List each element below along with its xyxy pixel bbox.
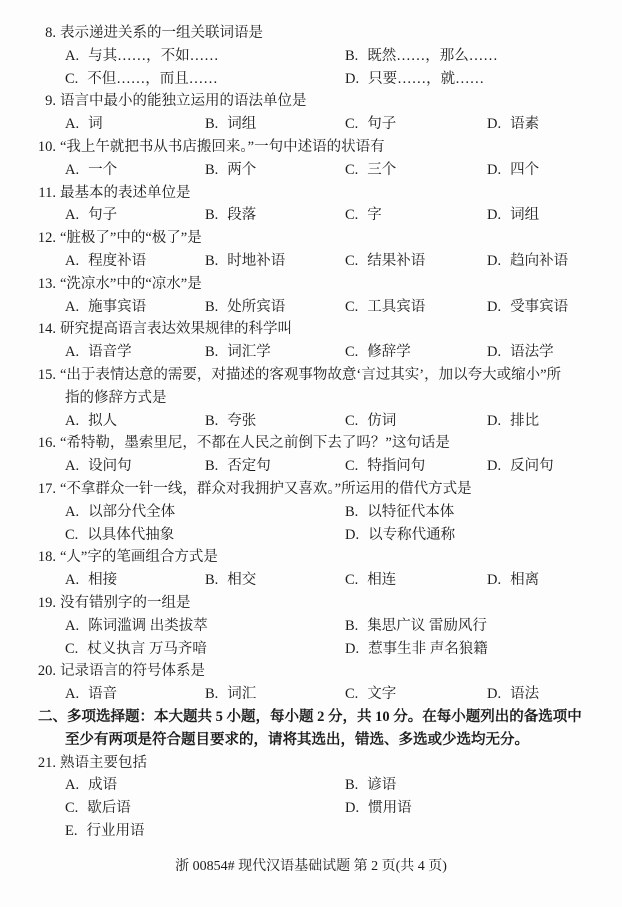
option-a [65, 501, 175, 524]
options-row [0, 524, 622, 547]
option-label: A. [65, 161, 80, 178]
option-label: C. [345, 686, 359, 703]
question-stem-text: “我上午就把书从书店搬回来。”一句中述语的状语有 [60, 138, 385, 155]
option-b [205, 683, 256, 706]
question-stem [0, 136, 622, 159]
option-label: C. [345, 298, 359, 315]
option-text: 一个 [88, 161, 118, 178]
option-text: 施事宾语 [88, 298, 147, 315]
option-label: C. [345, 116, 359, 133]
option-d [487, 250, 568, 273]
option-c [65, 524, 174, 547]
option-text: 歇后语 [87, 800, 131, 817]
option-a [65, 159, 117, 182]
option-label: A. [65, 412, 80, 429]
question-stem [0, 432, 622, 455]
option-label: C. [345, 252, 359, 269]
option-label: C. [65, 640, 79, 657]
option-d [345, 68, 484, 91]
question-number: 15. [37, 366, 56, 383]
option-d [487, 569, 539, 592]
question-stem [0, 478, 622, 501]
option-d [487, 410, 539, 433]
question-stem [0, 182, 622, 205]
option-text: 与其……，不如…… [88, 47, 219, 64]
option-label: A. [65, 47, 80, 64]
question-number: 18. [37, 549, 56, 566]
options-row [0, 341, 622, 364]
option-d [345, 524, 455, 547]
option-b [345, 774, 396, 797]
option-text: 否定句 [227, 458, 271, 475]
option-c [345, 683, 396, 706]
option-text: 惯用语 [368, 800, 412, 817]
option-label: B. [205, 252, 219, 269]
option-text: 相离 [510, 572, 540, 589]
option-text: 设问句 [88, 458, 132, 475]
option-text: 相接 [88, 572, 118, 589]
option-label: B. [345, 777, 359, 794]
section2-heading-text2: 至少有两项是符合题目要求的，请将其选出，错选、多选或少选均无分。 [65, 731, 529, 748]
option-b [205, 159, 256, 182]
options-row [0, 113, 622, 136]
option-label: D. [487, 116, 502, 133]
option-text: 四个 [510, 161, 540, 178]
option-text: 语音学 [88, 344, 132, 361]
question-stem [0, 22, 622, 45]
question-number: 20. [37, 663, 56, 680]
option-label: C. [65, 526, 79, 543]
options-row [0, 683, 622, 706]
question-number: 14. [37, 321, 56, 338]
question-stem [0, 660, 622, 683]
option-label: B. [205, 207, 219, 224]
option-c [345, 569, 396, 592]
option-text: 既然……，那么…… [367, 47, 498, 64]
option-label: B. [205, 412, 219, 429]
section2-heading-line2 [0, 729, 622, 752]
question-stem-text: 语言中最小的能独立运用的语法单位是 [60, 93, 307, 110]
option-label: D. [487, 686, 502, 703]
option-a [65, 45, 219, 68]
option-c [345, 113, 396, 136]
option-label: C. [345, 161, 359, 178]
question-stem [0, 273, 622, 296]
option-text: 语素 [510, 116, 540, 133]
options-row [0, 797, 622, 820]
option-text: 杖义执言 万马齐喑 [87, 640, 207, 657]
option-label: B. [205, 116, 219, 133]
option-label: B. [205, 572, 219, 589]
option-b [205, 204, 256, 227]
option-text: 成语 [88, 777, 118, 794]
option-c [65, 68, 218, 91]
question-number: 17. [37, 480, 56, 497]
option-d [487, 113, 539, 136]
option-label: D. [345, 526, 360, 543]
question-stem-text: 研究提高语言表达效果规律的科学叫 [60, 321, 292, 338]
option-e [65, 820, 144, 843]
options-row [0, 501, 622, 524]
option-label: A. [65, 686, 80, 703]
exam-body [0, 22, 622, 843]
question-number: 21. [37, 754, 56, 771]
option-text: 工具宾语 [367, 298, 426, 315]
option-label: B. [205, 161, 219, 178]
option-text: 句子 [88, 207, 118, 224]
question-stem-text: 记录语言的符号体系是 [60, 663, 205, 680]
option-label: A. [65, 503, 80, 520]
option-text: 特指问句 [367, 458, 426, 475]
option-label: A. [65, 777, 80, 794]
options-row [0, 410, 622, 433]
option-text: 受事宾语 [510, 298, 569, 315]
option-b [205, 455, 271, 478]
option-label: D. [487, 344, 502, 361]
options-row [0, 296, 622, 319]
option-b [205, 250, 285, 273]
question-stem-text: 没有错别字的一组是 [60, 594, 191, 611]
option-text: 修辞学 [367, 344, 411, 361]
option-b [205, 113, 256, 136]
option-text: 惹事生非 声名狼籍 [368, 640, 488, 657]
option-label: D. [345, 800, 360, 817]
option-text: 词组 [510, 207, 540, 224]
option-text: 词 [88, 116, 103, 133]
option-text: 语法学 [510, 344, 554, 361]
option-label: D. [487, 458, 502, 475]
option-d [345, 797, 412, 820]
options-row [0, 68, 622, 91]
question-stem-text: “出于表情达意的需要，对描述的客观事物故意‘言过其实’，加以夸大或缩小”所 [60, 366, 562, 383]
question-stem-text: 指的修辞方式是 [65, 389, 167, 406]
option-c [345, 296, 425, 319]
option-text: 陈词滥调 出类拔萃 [88, 617, 208, 634]
option-a [65, 683, 117, 706]
option-label: D. [345, 70, 360, 87]
option-text: 仿词 [367, 412, 397, 429]
options-row [0, 159, 622, 182]
option-label: D. [487, 298, 502, 315]
option-text: 词汇学 [227, 344, 271, 361]
option-text: 反问句 [510, 458, 554, 475]
option-label: C. [65, 70, 79, 87]
options-row [0, 455, 622, 478]
option-text: 句子 [367, 116, 397, 133]
option-text: 程度补语 [88, 252, 147, 269]
option-text: 以特征代本体 [367, 503, 455, 520]
option-label: A. [65, 207, 80, 224]
option-text: 词汇 [227, 686, 257, 703]
option-text: 排比 [510, 412, 540, 429]
option-text: 两个 [227, 161, 257, 178]
question-stem-text: “不拿群众一针一线，群众对我拥护又喜欢。”所运用的借代方式是 [60, 480, 472, 497]
option-label: D. [487, 161, 502, 178]
option-b [345, 45, 498, 68]
option-label: A. [65, 458, 80, 475]
option-label: A. [65, 572, 80, 589]
option-a [65, 615, 208, 638]
option-a [65, 113, 103, 136]
options-row [0, 45, 622, 68]
option-d [487, 455, 554, 478]
option-label: B. [345, 47, 359, 64]
options-row [0, 638, 622, 661]
option-text: 拟人 [88, 412, 118, 429]
option-a [65, 296, 146, 319]
question-number: 12. [37, 230, 56, 247]
question-stem-text: 熟语主要包括 [60, 754, 147, 771]
option-text: 三个 [367, 161, 397, 178]
question-stem-text: 最基本的表述单位是 [60, 184, 191, 201]
page-footer: 浙 00854# 现代汉语基础试题 第 2 页(共 4 页) [175, 859, 447, 874]
option-text: 不但……，而且…… [87, 70, 218, 87]
option-c [345, 341, 411, 364]
option-c [65, 638, 207, 661]
option-label: B. [345, 503, 359, 520]
question-stem-text: “洗凉水”中的“凉水”是 [60, 275, 202, 292]
option-a [65, 455, 132, 478]
option-a [65, 204, 117, 227]
option-text: 集思广议 雷励风行 [367, 617, 487, 634]
option-text: 以具体代抽象 [87, 526, 175, 543]
option-label: D. [487, 572, 502, 589]
question-stem [0, 227, 622, 250]
option-b [205, 569, 256, 592]
question-stem [0, 546, 622, 569]
option-text: 语音 [88, 686, 118, 703]
option-label: D. [487, 412, 502, 429]
option-label: B. [205, 458, 219, 475]
option-label: C. [65, 800, 79, 817]
option-label: A. [65, 617, 80, 634]
option-d [487, 204, 539, 227]
option-text: 行业用语 [86, 822, 145, 839]
question-stem [0, 90, 622, 113]
options-row [0, 250, 622, 273]
option-d [487, 341, 554, 364]
option-text: 相连 [367, 572, 397, 589]
option-a [65, 410, 117, 433]
section2-heading-line1 [0, 706, 622, 729]
option-b [205, 341, 271, 364]
questions-21 [0, 752, 622, 843]
option-c [345, 250, 425, 273]
options-row [0, 569, 622, 592]
question-number: 19. [37, 594, 56, 611]
option-a [65, 341, 132, 364]
option-label: B. [205, 298, 219, 315]
option-label: C. [345, 572, 359, 589]
option-text: 时地补语 [227, 252, 286, 269]
question-stem [0, 752, 622, 775]
option-text: 结果补语 [367, 252, 426, 269]
question-number: 16. [37, 435, 56, 452]
question-stem-text: 表示递进关系的一组关联词语是 [60, 25, 263, 41]
options-row [0, 774, 622, 797]
option-a [65, 774, 117, 797]
option-text: 夸张 [227, 412, 257, 429]
option-d [487, 296, 568, 319]
option-c [65, 797, 131, 820]
option-b [345, 501, 454, 524]
option-text: 段落 [227, 207, 257, 224]
option-text: 文字 [367, 686, 397, 703]
question-stem-text: “脏极了”中的“极了”是 [60, 230, 202, 247]
option-d [487, 159, 539, 182]
question-stem [0, 364, 622, 387]
option-d [345, 638, 488, 661]
option-d [487, 683, 539, 706]
options-row [0, 204, 622, 227]
question-number: 11. [38, 184, 56, 201]
option-label: E. [65, 822, 78, 839]
option-label: B. [205, 344, 219, 361]
option-a [65, 250, 146, 273]
option-b [345, 615, 487, 638]
question-stem [0, 387, 622, 410]
option-text: 趋向补语 [510, 252, 569, 269]
option-text: 谚语 [367, 777, 397, 794]
option-text: 处所宾语 [227, 298, 286, 315]
option-label: B. [205, 686, 219, 703]
option-label: C. [345, 458, 359, 475]
option-c [345, 410, 396, 433]
question-stem-text: “希特勒，墨索里尼，不都在人民之前倒下去了吗？”这句话是 [60, 435, 450, 452]
options-row [0, 615, 622, 638]
option-label: D. [345, 640, 360, 657]
option-c [345, 159, 396, 182]
question-number: 13. [37, 275, 56, 292]
option-text: 以部分代全体 [88, 503, 176, 520]
option-label: C. [345, 412, 359, 429]
option-text: 只要……，就…… [368, 70, 485, 87]
option-text: 以专称代通称 [368, 526, 456, 543]
option-a [65, 569, 117, 592]
option-b [205, 296, 285, 319]
option-label: C. [345, 207, 359, 224]
option-text: 字 [367, 207, 382, 224]
option-label: D. [487, 252, 502, 269]
option-c [345, 455, 425, 478]
option-label: A. [65, 116, 80, 133]
question-number: 8. [45, 25, 56, 41]
section2-heading-text1: 二、多项选择题：本大题共 5 小题，每小题 2 分，共 10 分。在每小题列出的备选项中 [38, 708, 582, 725]
option-label: C. [345, 344, 359, 361]
questions-8-20 [0, 22, 622, 706]
question-stem [0, 318, 622, 341]
option-b [205, 410, 256, 433]
question-number: 9. [45, 93, 56, 110]
option-text: 相交 [227, 572, 257, 589]
option-label: A. [65, 252, 80, 269]
question-number: 10. [37, 138, 56, 155]
option-text: 词组 [227, 116, 257, 133]
question-stem-text: “人”字的笔画组合方式是 [60, 549, 218, 566]
options-row [0, 820, 622, 843]
option-label: A. [65, 344, 80, 361]
question-stem [0, 592, 622, 615]
option-text: 语法 [510, 686, 540, 703]
option-label: B. [345, 617, 359, 634]
option-c [345, 204, 382, 227]
option-label: A. [65, 298, 80, 315]
option-label: D. [487, 207, 502, 224]
